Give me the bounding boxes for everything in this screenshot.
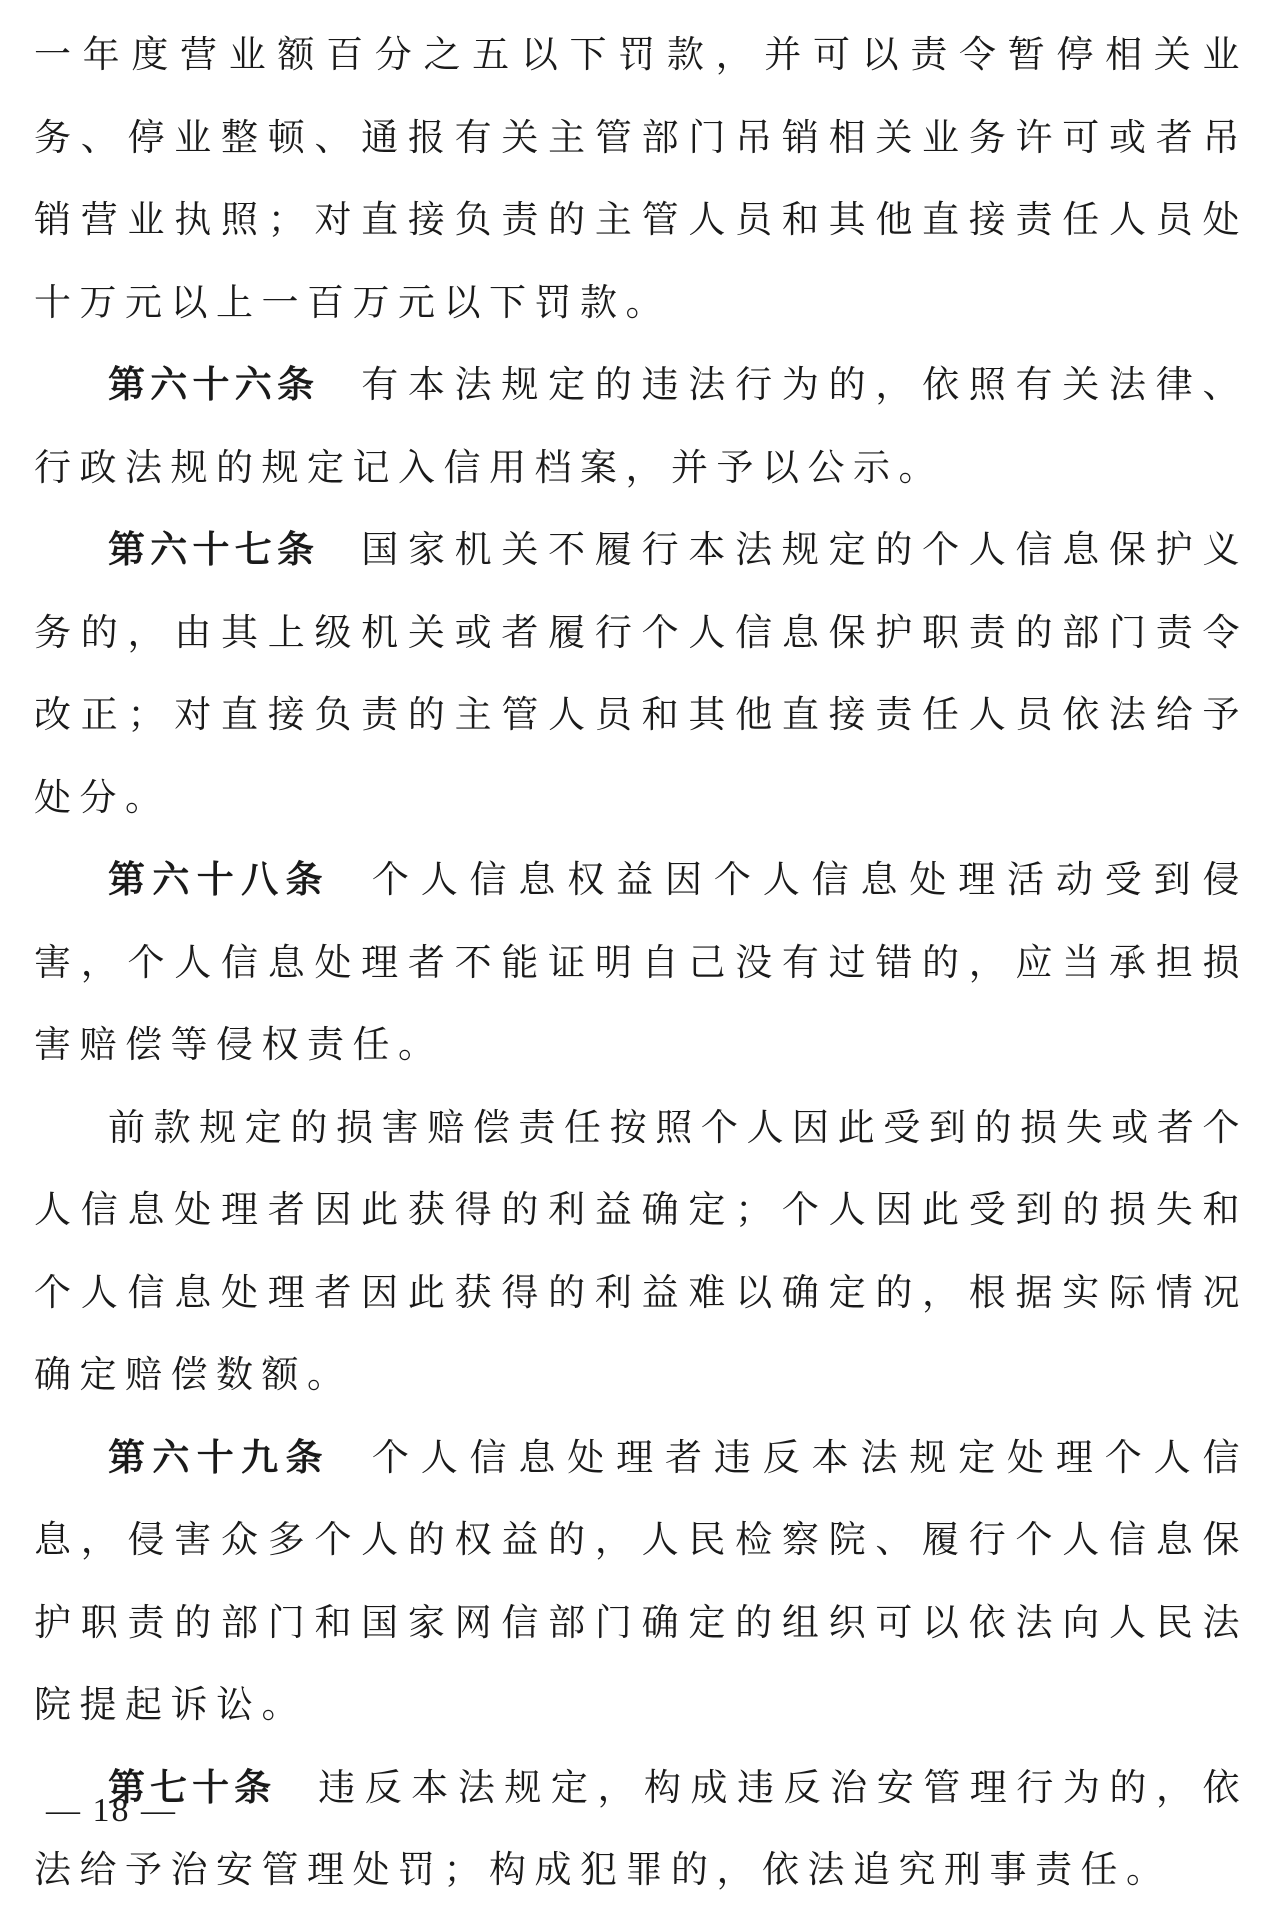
paragraph-continuation [34, 14, 1248, 344]
article-title: 第六十六条 [108, 363, 320, 406]
article-68-paragraph-2 [34, 1087, 1248, 1417]
article-text: 个人信息处理者违反本法规定处理个人信息，侵害众多个人的权益的，人民检察院、履行个人信息保护职责的部门和国家网信部门确定的组织可以依法向人民法院提起诉讼。 [34, 1435, 1249, 1726]
article-title: 第六十七条 [108, 528, 320, 571]
article-title: 第六十九条 [108, 1435, 330, 1479]
paragraph-text: 前款规定的损害赔偿责任按照个人因此受到的损失或者个人信息处理者因此获得的利益确定；个人因此受到的损失和个人信息处理者因此获得的利益难以确定的，根据实际情况确定赔偿数额。 [34, 1105, 1248, 1396]
article-69 [34, 1417, 1248, 1747]
article-text: 违反本法规定，构成违反治安管理行为的，依法给予治安管理处罚；构成犯罪的，依法追究刑事责任。 [34, 1765, 1249, 1891]
article-67 [34, 509, 1248, 839]
article-title: 第六十八条 [108, 858, 330, 901]
page-number: — 18 — [46, 1792, 177, 1829]
article-text: 有本法规定的违法行为的，依照有关法律、行政法规的规定记入信用档案，并予以公示。 [34, 363, 1249, 489]
document-page [34, 14, 1248, 1912]
article-70 [34, 1747, 1248, 1912]
article-66 [34, 344, 1248, 509]
article-text: 个人信息权益因个人信息处理活动受到侵害，个人信息处理者不能证明自己没有过错的，应当承担损害赔偿等侵权责任。 [34, 858, 1249, 1066]
article-title: 第七十条 [108, 1765, 277, 1809]
article-text: 国家机关不履行本法规定的个人信息保护义务的，由其上级机关或者履行个人信息保护职责的部门责令改正；对直接负责的主管人员和其他直接责任人员依法给予处分。 [34, 528, 1249, 819]
article-68 [34, 839, 1248, 1087]
paragraph-text: 一年度营业额百分之五以下罚款，并可以责令暂停相关业务、停业整顿、通报有关主管部门吊销相关业务许可或者吊销营业执照；对直接负责的主管人员和其他直接责任人员处十万元以上一百万元以下罚款。 [34, 33, 1248, 324]
